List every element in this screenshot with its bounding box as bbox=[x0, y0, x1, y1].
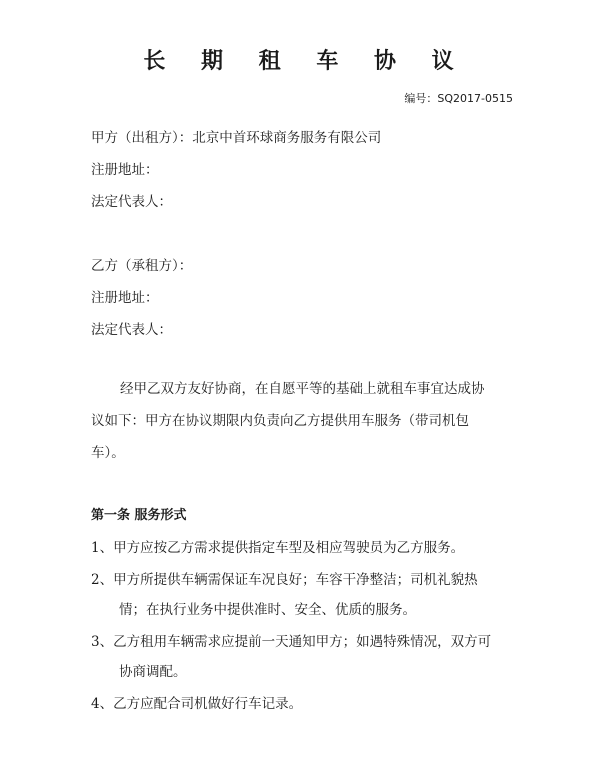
party-b-representative: 法定代表人： bbox=[91, 322, 172, 338]
document-number: 编号：SQ2017-0515 bbox=[404, 92, 513, 105]
party-b-line: 乙方（承租方）： bbox=[91, 258, 193, 274]
article-1-item-4: 4、乙方应配合司机做好行车记录。 bbox=[91, 696, 303, 712]
article-1-item-2-line-1: 2、甲方所提供车辆需保证车况良好；车容干净整洁；司机礼貌热 bbox=[91, 572, 478, 588]
document-title: 长 期 租 车 协 议 bbox=[143, 49, 468, 74]
party-a-representative: 法定代表人： bbox=[91, 194, 172, 210]
article-1-item-3-line-1: 3、乙方租用车辆需求应提前一天通知甲方；如遇特殊情况，双方可 bbox=[91, 634, 492, 650]
party-a-line: 甲方（出租方）：北京中首环球商务服务有限公司 bbox=[91, 130, 382, 146]
intro-line-2: 议如下：甲方在协议期限内负责向乙方提供用车服务（带司机包 bbox=[91, 413, 469, 429]
intro-line-1: 经甲乙双方友好协商，在自愿平等的基础上就租车事宜达成协 bbox=[120, 381, 485, 397]
party-a-address: 注册地址： bbox=[91, 162, 159, 178]
article-1-item-2-line-2: 情；在执行业务中提供准时、安全、优质的服务。 bbox=[119, 602, 416, 618]
intro-line-3: 车）。 bbox=[91, 445, 125, 461]
article-1-item-3-line-2: 协商调配。 bbox=[119, 664, 187, 680]
article-1-item-1: 1、甲方应按乙方需求提供指定车型及相应驾驶员为乙方服务。 bbox=[91, 540, 465, 556]
party-b-address: 注册地址： bbox=[91, 290, 159, 306]
article-1-title: 第一条 服务形式 bbox=[91, 508, 187, 523]
